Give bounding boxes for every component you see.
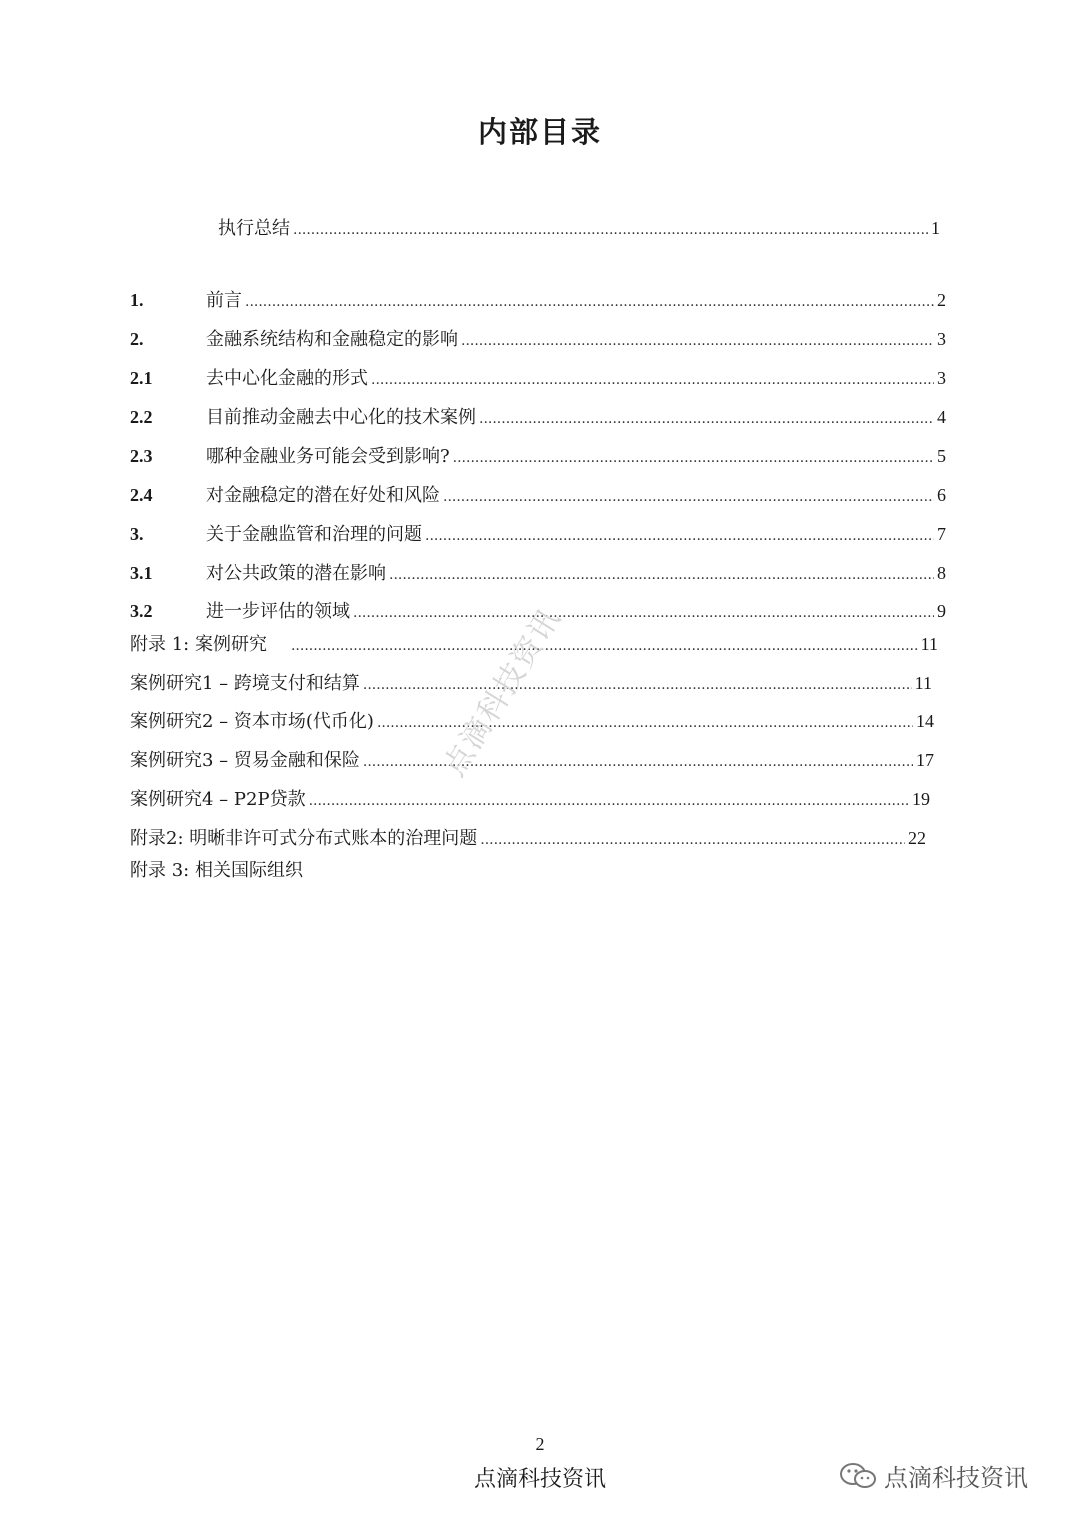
toc-page: 3 [937, 329, 946, 349]
watermark: 点滴科技资讯 [436, 601, 569, 783]
toc-number: 1. [130, 290, 144, 310]
toc-page: 7 [937, 524, 946, 544]
toc-label: 金融系统结构和金融稳定的影响 [206, 329, 458, 350]
toc-leader [389, 561, 934, 589]
toc-entry [130, 785, 930, 813]
toc-entry [130, 746, 934, 774]
toc-entry [130, 857, 530, 885]
footer-text: 点滴科技资讯 [473, 1467, 606, 1492]
toc-number: 2. [130, 329, 144, 349]
page-title: 内部目录 [477, 115, 602, 149]
toc-label: 关于金融监管和治理的问题 [206, 524, 422, 545]
toc-label: 案例研究3 – 贸易金融和保险 [130, 750, 360, 771]
brand-badge [838, 1458, 1028, 1493]
toc-label: 对金融稳定的潜在好处和风险 [206, 485, 440, 506]
toc-page: 5 [937, 446, 946, 466]
toc-number: 3. [130, 524, 144, 544]
toc-label: 案例研究4 – P2P贷款 [130, 789, 306, 810]
toc-number: 2.1 [130, 368, 153, 388]
toc-entry [130, 559, 946, 587]
toc-page: 11 [914, 673, 932, 693]
wechat-icon [838, 1461, 880, 1491]
toc-label: 前言 [206, 290, 242, 311]
toc-number: 3.1 [130, 563, 153, 583]
toc-leader [245, 288, 934, 316]
toc-number: 2.3 [130, 446, 153, 466]
toc-page: 4 [937, 407, 946, 427]
toc-leader [453, 444, 934, 472]
toc-page: 11 [920, 634, 938, 654]
toc-page: 22 [908, 828, 926, 848]
toc-entry [130, 364, 946, 392]
toc-label: 附录2: 明晰非许可式分布式账本的治理问题 [130, 828, 478, 849]
toc-leader [363, 671, 912, 699]
toc-leader [291, 632, 918, 660]
toc-page: 3 [937, 368, 946, 388]
toc-entry [130, 707, 934, 735]
toc-leader [479, 405, 934, 433]
toc-entry [130, 520, 946, 548]
toc-entry [130, 403, 946, 431]
toc-entry [130, 325, 946, 353]
toc-label: 哪种金融业务可能会受到影响? [206, 446, 450, 467]
toc-leader [480, 826, 905, 854]
toc-entry [130, 442, 946, 470]
toc-page: 14 [916, 711, 934, 731]
toc-label: 附录 3: 相关国际组织 [130, 860, 303, 881]
toc-page: 6 [937, 485, 946, 505]
toc-label: 进一步评估的领域 [206, 601, 350, 622]
toc-page: 17 [916, 750, 934, 770]
toc-leader [309, 787, 909, 815]
toc-entry [130, 481, 946, 509]
toc-label: 对公共政策的潜在影响 [206, 563, 386, 584]
toc-page: 2 [937, 290, 946, 310]
toc-leader [371, 366, 934, 394]
toc-page: 1 [931, 218, 940, 238]
toc-label: 案例研究1 – 跨境支付和结算 [130, 673, 360, 694]
toc-number: 2.2 [130, 407, 153, 427]
toc-label: 去中心化金融的形式 [206, 368, 368, 389]
toc-label: 执行总结 [218, 218, 290, 239]
toc-entry [130, 824, 926, 852]
toc-entry [130, 286, 946, 314]
toc-leader [461, 327, 934, 355]
toc-number: 3.2 [130, 601, 153, 621]
toc-label: 附录 1: 案例研究 [130, 634, 267, 655]
toc-label: 目前推动金融去中心化的技术案例 [206, 407, 476, 428]
toc-entry [218, 214, 940, 242]
toc-leader [293, 216, 928, 244]
toc-page: 19 [912, 789, 930, 809]
toc-page: 8 [937, 563, 946, 583]
toc-page: 9 [937, 601, 946, 621]
brand-name: 点滴科技资讯 [884, 1464, 1028, 1492]
toc-label: 案例研究2 – 资本市场(代币化) [130, 711, 374, 732]
toc-leader [425, 522, 934, 550]
toc-number: 2.4 [130, 485, 153, 505]
toc-leader [443, 483, 934, 511]
page-number: 2 [535, 1434, 545, 1454]
toc-leader [353, 599, 934, 627]
